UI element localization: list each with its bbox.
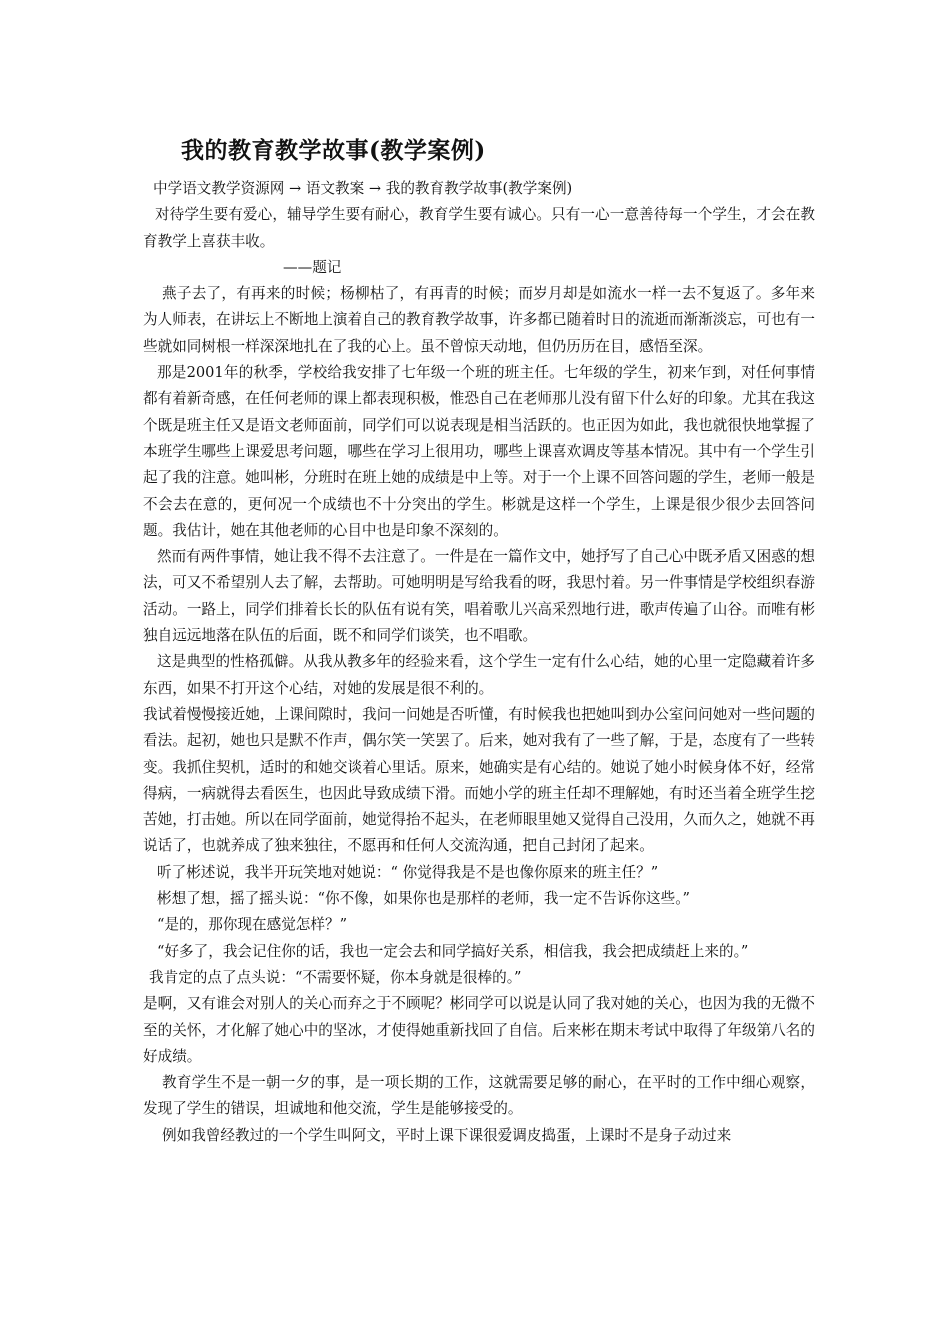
paragraph: 我肯定的点了点头说：“不需要怀疑，你本身就是很棒的。”	[149, 968, 522, 986]
paragraph: 这是典型的性格孤僻。从我从教多年的经验来看，这个学生一定有什么心结，她的心里一定隐藏着许多东西，如果不打开这个心结，对她的发展是很不利的。	[143, 653, 815, 697]
document-body	[143, 176, 815, 1149]
paragraph: 那是2001年的秋季，学校给我安排了七年级一个班的班主任。七年级的学生，初来乍到，对任何事情都有着新奇感，在任何老师的课上都表现积极，惟恐自己在老师那儿没有留下什么好的印象。尤其在我这个既是班主任又是语文老师面前，同学们可以说表现是相当活跃的。也正因为如此，我也就很快地掌握了本班学生哪些上课爱思考问题，哪些在学习上很用功，哪些上课喜欢调皮等基本情况。其中有一个学生引起了我的注意。她叫彬，分班时在班上她的成绩是中上等。对于一个上课不回答问题的学生，老师一般是不会去在意的，更何况一个成绩也不十分突出的学生。彬就是这样一个学生，上课是很少很少去回答问题。我估计，她在其他老师的心目中也是印象不深刻的。	[143, 364, 815, 539]
breadcrumb: 中学语文教学资源网 → 语文教案 → 我的教育教学故事(教学案例)	[153, 180, 573, 197]
paragraph: 听了彬述说，我半开玩笑地对她说：“ 你觉得我是不是也像你原来的班主任？”	[157, 863, 659, 881]
paragraph: 例如我曾经教过的一个学生叫阿文，平时上课下课很爱调皮捣蛋，上课时不是身子动过来	[162, 1126, 732, 1144]
motto-text: 对待学生要有爱心，辅导学生要有耐心，教育学生要有诚心。只有一心一意善待每一个学生，才会在教育教学上喜获丰收。	[143, 206, 815, 250]
paragraph: 然而有两件事情，她让我不得不去注意了。一件是在一篇作文中，她抒写了自己心中既矛盾又困惑的想法，可又不希望别人去了解，去帮助。可她明明是写给我看的呀，我思忖着。另一件事情是学校组织春游活动。一路上，同学们排着长长的队伍有说有笑，唱着歌儿兴高采烈地行进，歌声传遍了山谷。而唯有彬独自远远地落在队伍的后面，既不和同学们谈笑，也不唱歌。	[143, 548, 815, 645]
paragraph: 彬想了想，摇了摇头说：“你不像，如果你也是那样的老师，我一定不告诉你这些。”	[157, 890, 690, 908]
paragraph: 教育学生不是一朝一夕的事，是一项长期的工作，这就需要足够的耐心，在平时的工作中细心观察，发现了学生的错误，坦诚地和他交流，学生是能够接受的。	[143, 1074, 815, 1118]
paragraph: “好多了，我会记住你的话，我也一定会去和同学搞好关系，相信我，我会把成绩赶上来的。”	[157, 942, 749, 960]
paragraph: 是啊，又有谁会对别人的关心而弃之于不顾呢？彬同学可以说是认同了我对她的关心，也因为我的无微不至的关怀，才化解了她心中的坚冰，才使得她重新找回了自信。后来彬在期末考试中取得了年级第八名的好成绩。	[143, 995, 815, 1065]
paragraph: 燕子去了，有再来的时候；杨柳枯了，有再青的时候；而岁月却是如流水一样一去不复返了。多年来为人师表，在讲坛上不断地上演着自己的教育教学故事，许多都已随着时日的流逝而渐渐淡忘，可也有一些就如同树根一样深深地扎在了我的心上。虽不曾惊天动地，但仍历历在目，感悟至深。	[143, 285, 815, 355]
paragraph: 我试着慢慢接近她，上课间隙时，我问一问她是否听懂，有时候我也把她叫到办公室问问她对一些问题的看法。起初，她也只是默不作声，偶尔笑一笑罢了。后来，她对我有了一些了解，于是，态度有了一些转变。我抓住契机，适时的和她交谈着心里话。原来，她确实是有心结的。她说了她小时候身体不好，经常得病，一病就得去看医生，也因此导致成绩下滑。而她小学的班主任却不理解她，有时还当着全班学生挖苦她，打击她。所以在同学面前，她觉得抬不起头，在老师眼里她又觉得自己没用，久而久之，她就不再说话了，也就养成了独来独往，不愿再和任何人交流沟通，把自己封闭了起来。	[143, 705, 815, 855]
paragraph: “是的，那你现在感觉怎样？”	[157, 916, 348, 934]
document-title: 我的教育教学故事(教学案例)	[181, 137, 486, 164]
motto-signature: ——题记	[283, 258, 342, 276]
